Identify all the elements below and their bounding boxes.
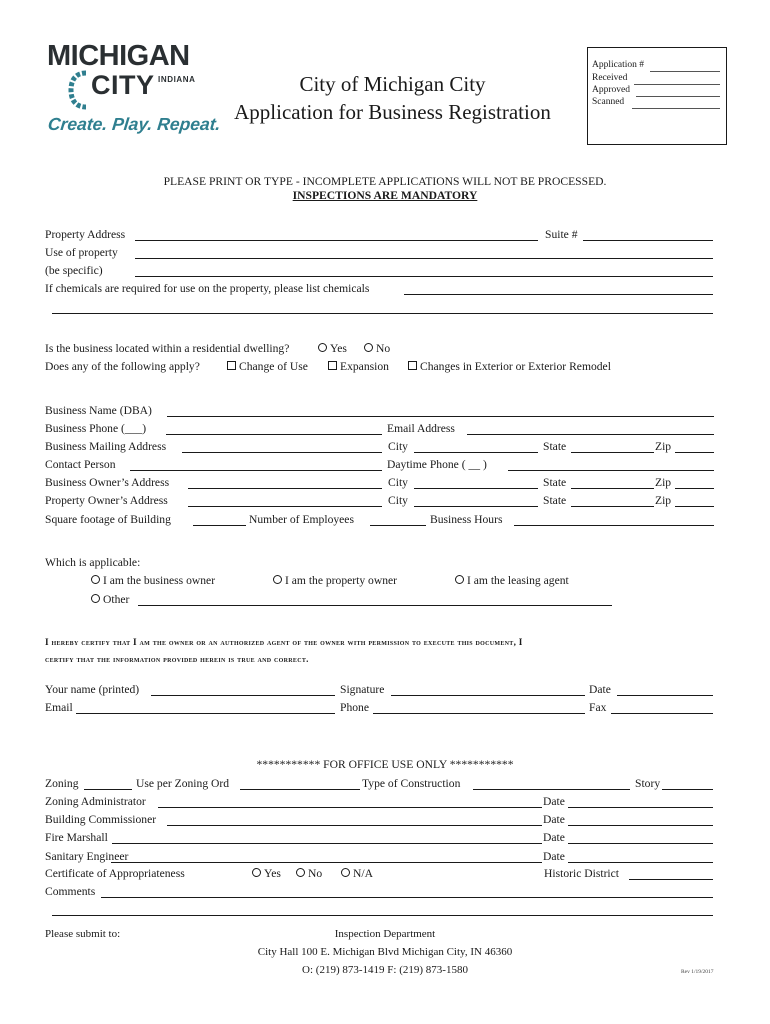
residential-no-option[interactable] (364, 342, 390, 355)
expansion-option[interactable] (328, 360, 389, 373)
property-owner-option[interactable] (273, 574, 397, 587)
zoning-admin-label: Zoning Administrator (45, 795, 146, 808)
residential-no-label: No (376, 342, 391, 355)
residential-yes-label: Yes (330, 342, 347, 355)
email-label: Email (45, 701, 73, 714)
submit-label: Please submit to: (45, 928, 121, 940)
radio-icon[interactable] (252, 868, 261, 877)
logo-c-mark-icon (68, 70, 92, 110)
owner-zip-label: Zip (655, 476, 672, 489)
email-field[interactable] (76, 713, 335, 714)
business-owner-address-field[interactable] (188, 488, 382, 489)
application-number-label: Application # (592, 60, 644, 70)
property-address-field[interactable] (135, 240, 538, 241)
property-address-label: Property Address (45, 228, 126, 241)
business-owner-option[interactable] (91, 574, 215, 587)
business-hours-field[interactable] (514, 525, 714, 526)
property-owner-address-label: Property Owner’s Address (45, 494, 168, 507)
contact-person-field[interactable] (130, 470, 382, 471)
signature-label: Signature (340, 683, 385, 696)
fax-label: Fax (589, 701, 607, 714)
logo-tagline: Create. Play. Repeat. (47, 114, 222, 134)
leasing-agent-option[interactable] (455, 574, 569, 587)
notice-line: PLEASE PRINT OR TYPE - INCOMPLETE APPLICATIONS WILL NOT BE PROCESSED. (163, 175, 607, 188)
certificate-label: Certificate of Appropriateness (45, 867, 185, 880)
inspection-department: Inspection Department (334, 928, 436, 940)
square-footage-field[interactable] (193, 525, 246, 526)
notice-mandatory: INSPECTIONS ARE MANDATORY (292, 189, 478, 202)
fire-marshall-label: Fire Marshall (45, 831, 108, 844)
signature-date-field[interactable] (617, 695, 713, 696)
owner-zip-field[interactable] (675, 488, 714, 489)
mailing-address-label: Business Mailing Address (45, 440, 167, 453)
business-hours-label: Business Hours (430, 513, 503, 526)
zoning-admin-date-field[interactable] (568, 807, 713, 808)
certification-line-1: I hereby certify that I am the owner or an authorized agent of the owner with permission to execute this document, I (45, 637, 523, 647)
residential-question: Is the business located within a residential dwelling? (45, 342, 290, 355)
comments-field-2[interactable] (52, 915, 713, 916)
mailing-state-field[interactable] (571, 452, 654, 453)
residential-yes-option[interactable] (318, 342, 347, 355)
mailing-state-label: State (543, 440, 567, 453)
sanitary-date-label: Date (543, 850, 565, 863)
comments-field[interactable] (101, 897, 713, 898)
prop-owner-state-field[interactable] (571, 506, 654, 507)
certificate-yes-label: Yes (264, 867, 281, 880)
signature-date-label: Date (589, 683, 611, 696)
radio-icon[interactable] (91, 575, 100, 584)
your-name-label: Your name (printed) (45, 683, 140, 696)
owner-city-field[interactable] (414, 488, 538, 489)
building-commissioner-label: Building Commissioner (45, 813, 157, 826)
radio-icon[interactable] (273, 575, 282, 584)
fire-date-label: Date (543, 831, 565, 844)
story-label: Story (635, 777, 661, 790)
chemicals-field[interactable] (404, 294, 713, 295)
use-of-property-field[interactable] (135, 258, 713, 259)
contact-person-label: Contact Person (45, 458, 116, 471)
radio-icon[interactable] (364, 343, 373, 352)
use-per-zoning-label: Use per Zoning Ord (136, 777, 230, 790)
city-hall-address: City Hall 100 E. Michigan Blvd Michigan City, IN 46360 (257, 946, 513, 958)
building-date-label: Date (543, 813, 565, 826)
email-address-label: Email Address (387, 422, 455, 435)
radio-icon[interactable] (318, 343, 327, 352)
business-phone-field[interactable] (166, 434, 382, 435)
property-owner-address-field[interactable] (188, 506, 382, 507)
owner-state-field[interactable] (571, 488, 654, 489)
property-owner-option-label: I am the property owner (285, 574, 398, 587)
employees-label: Number of Employees (249, 513, 354, 526)
mailing-zip-field[interactable] (675, 452, 714, 453)
be-specific-label: (be specific) (45, 264, 103, 277)
certification-statement (45, 634, 725, 668)
change-of-use-option[interactable] (227, 360, 308, 373)
prop-owner-city-field[interactable] (414, 506, 538, 507)
certificate-yes-option[interactable] (252, 867, 281, 880)
exterior-label: Changes in Exterior or Exterior Remodel (420, 360, 611, 373)
checkbox-icon[interactable] (328, 361, 337, 370)
phone-field[interactable] (373, 713, 585, 714)
certificate-no-option[interactable] (296, 867, 322, 880)
scanned-label: Scanned (592, 97, 625, 107)
logo-state: INDIANA (158, 75, 196, 84)
email-address-field[interactable] (467, 434, 714, 435)
building-date-field[interactable] (568, 825, 713, 826)
contact-phones: O: (219) 873-1419 F: (219) 873-1580 (302, 964, 468, 976)
historic-district-label: Historic District (544, 867, 620, 880)
use-per-zoning-field[interactable] (240, 789, 360, 790)
received-label: Received (592, 73, 628, 83)
zoning-admin-date-label: Date (543, 795, 565, 808)
exterior-option[interactable] (408, 360, 611, 373)
scanned-field[interactable] (632, 108, 720, 109)
mailing-zip-label: Zip (655, 440, 672, 453)
phone-label: Phone (340, 701, 369, 714)
other-option[interactable] (91, 593, 129, 606)
checkbox-icon[interactable] (408, 361, 417, 370)
apply-question: Does any of the following apply? (45, 360, 200, 373)
fire-date-field[interactable] (568, 843, 713, 844)
revision-label: Rev 1/19/2017 (681, 969, 714, 975)
certificate-na-option[interactable] (341, 867, 373, 880)
page-title: City of Michigan City (299, 72, 486, 96)
employees-field[interactable] (370, 525, 426, 526)
suite-label: Suite # (545, 228, 578, 241)
radio-icon[interactable] (341, 868, 350, 877)
zoning-label: Zoning (45, 777, 79, 790)
owner-state-label: State (543, 476, 567, 489)
business-name-field[interactable] (167, 416, 714, 417)
applicable-label: Which is applicable: (45, 556, 141, 569)
logo-city: CITY (91, 70, 155, 100)
prop-owner-zip-field[interactable] (675, 506, 714, 507)
comments-label: Comments (45, 885, 96, 898)
your-name-field[interactable] (151, 695, 335, 696)
office-use-heading: *********** FOR OFFICE USE ONLY *********** (256, 758, 514, 771)
business-owner-option-label: I am the business owner (103, 574, 216, 587)
radio-icon[interactable] (296, 868, 305, 877)
building-commissioner-field[interactable] (167, 825, 542, 826)
page-subtitle: Application for Business Registration (234, 100, 551, 124)
expansion-label: Expansion (340, 360, 389, 373)
zoning-field[interactable] (84, 789, 132, 790)
other-field[interactable] (138, 605, 612, 606)
received-field[interactable] (634, 84, 720, 85)
application-number-field[interactable] (650, 71, 720, 72)
sanitary-engineer-field[interactable] (111, 862, 542, 863)
business-phone-label: Business Phone (___) (45, 422, 147, 435)
approved-label: Approved (592, 85, 630, 95)
leasing-agent-option-label: I am the leasing agent (467, 574, 569, 587)
chemicals-label: If chemicals are required for use on the property, please list chemicals (45, 282, 370, 295)
office-tracking-box (587, 47, 727, 145)
suite-field[interactable] (583, 240, 713, 241)
owner-city-label: City (388, 476, 408, 489)
radio-icon[interactable] (455, 575, 464, 584)
signature-field[interactable] (391, 695, 585, 696)
mailing-city-field[interactable] (414, 452, 538, 453)
use-of-property-field-2[interactable] (135, 276, 713, 277)
prop-owner-state-label: State (543, 494, 567, 507)
construction-label: Type of Construction (362, 777, 461, 790)
daytime-phone-field[interactable] (508, 470, 714, 471)
business-owner-address-label: Business Owner’s Address (45, 476, 170, 489)
use-of-property-label: Use of property (45, 246, 118, 259)
radio-icon[interactable] (91, 594, 100, 603)
sanitary-engineer-label: Sanitary Engineer (45, 850, 129, 863)
business-name-label: Business Name (DBA) (45, 404, 152, 417)
change-of-use-label: Change of Use (239, 360, 308, 373)
certificate-na-label: N/A (353, 867, 373, 880)
zoning-admin-field[interactable] (158, 807, 542, 808)
approved-field[interactable] (636, 96, 720, 97)
fax-field[interactable] (611, 713, 713, 714)
mailing-city-label: City (388, 440, 408, 453)
chemicals-field-2[interactable] (52, 313, 713, 314)
prop-owner-city-label: City (388, 494, 408, 507)
story-field[interactable] (662, 789, 713, 790)
fire-marshall-field[interactable] (112, 843, 542, 844)
mailing-address-field[interactable] (182, 452, 382, 453)
logo-michigan: MICHIGAN (47, 40, 190, 72)
checkbox-icon[interactable] (227, 361, 236, 370)
certificate-no-label: No (308, 867, 323, 880)
construction-field[interactable] (473, 789, 630, 790)
other-option-label: Other (103, 593, 130, 606)
certification-line-2: certify that the information provided herein is true and correct. (45, 654, 309, 664)
daytime-phone-label: Daytime Phone ( __ ) (387, 458, 487, 471)
square-footage-label: Square footage of Building (45, 513, 171, 526)
prop-owner-zip-label: Zip (655, 494, 672, 507)
sanitary-date-field[interactable] (568, 862, 713, 863)
historic-district-field[interactable] (629, 879, 713, 880)
